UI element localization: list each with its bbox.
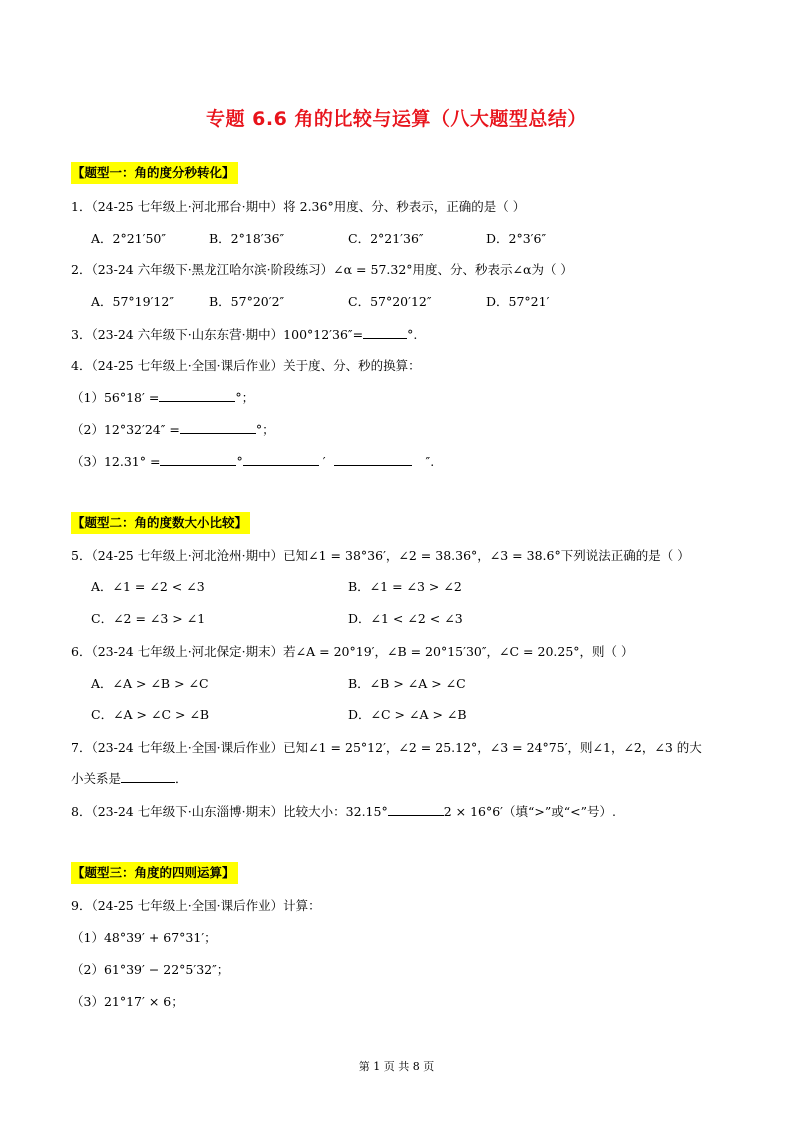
q4-p2-unit: °； — [255, 422, 275, 437]
question-9-part-3: （3）21°17′ × 6； — [71, 994, 184, 1009]
q4-p1-unit: °； — [235, 390, 255, 405]
q4-p3-blank-degrees[interactable] — [160, 451, 236, 466]
question-8 — [71, 801, 616, 823]
question-9-stem: 9．（24-25 七年级上·全国·课后作业）计算： — [71, 898, 321, 913]
q4-p3-minute-sign: ′ — [322, 454, 326, 469]
q1-option-b: B．2°18′36″ — [209, 231, 285, 246]
q6-option-b: B．∠B > ∠A > ∠C — [348, 676, 466, 691]
question-7-line-1: 7．（23-24 七年级上·全国·课后作业）已知∠1 = 25°12′，∠2 = 25.12°，∠3 = 24°75′，则∠1，∠2，∠3 的大 — [71, 740, 702, 755]
section-heading-3: 【题型三：角度的四则运算】 — [71, 862, 238, 884]
question-3 — [71, 324, 417, 346]
question-4-part-1 — [71, 387, 254, 409]
q2-option-c: C．57°20′12″ — [348, 294, 432, 309]
q4-p3-second-sign: ″. — [425, 454, 435, 469]
q6-option-a: A．∠A > ∠B > ∠C — [91, 676, 209, 691]
q1-option-a: A．2°21′50″ — [91, 231, 167, 246]
q4-p1-text: （1）56°18′ = — [71, 390, 160, 405]
q2-option-b: B．57°20′2″ — [209, 294, 285, 309]
q2-option-a: A．57°19′12″ — [91, 294, 175, 309]
q8-text-2: 2 × 16°6′（填“>”或“<”号）. — [443, 804, 617, 819]
q8-text: 8．（23-24 七年级下·山东淄博·期末）比较大小：32.15° — [71, 804, 388, 819]
q2-option-d: D．57°21′ — [486, 294, 550, 309]
question-7-line-2 — [71, 768, 188, 790]
q1-option-d: D．2°3′6″ — [486, 231, 547, 246]
q7-period: ． — [175, 771, 188, 786]
q1-option-c: C．2°21′36″ — [348, 231, 424, 246]
question-9-part-2: （2）61°39′ − 22°5′32″； — [71, 962, 230, 977]
section-heading-2: 【题型二：角的度数大小比较】 — [71, 512, 250, 534]
question-4-stem: 4．（24-25 七年级上·全国·课后作业）关于度、分、秒的换算： — [71, 358, 421, 373]
q3-unit: °. — [407, 327, 418, 342]
q5-option-a: A．∠1 = ∠2 < ∠3 — [91, 579, 205, 594]
q7-answer-blank[interactable] — [121, 768, 175, 783]
q4-p1-blank[interactable] — [159, 387, 235, 402]
page-title: 专题 6.6 角的比较与运算（八大题型总结） — [206, 108, 587, 130]
section-heading-1: 【题型一：角的度分秒转化】 — [71, 162, 238, 184]
question-6-stem: 6．（23-24 七年级上·河北保定·期末）若∠A = 20°19′，∠B = 20°15′30″，∠C = 20.25°，则（ ） — [71, 644, 634, 659]
q3-answer-blank[interactable] — [363, 324, 407, 339]
question-4-part-2 — [71, 419, 275, 441]
q4-p3-text: （3）12.31° = — [71, 454, 161, 469]
q6-option-c: C．∠A > ∠C > ∠B — [91, 707, 210, 722]
q5-option-c: C．∠2 = ∠3 > ∠1 — [91, 611, 206, 626]
question-1-stem: 1．（24-25 七年级上·河北邢台·期中）将 2.36°用度、分、秒表示，正确的是（ ） — [71, 199, 526, 214]
question-5-stem: 5．（24-25 七年级上·河北沧州·期中）已知∠1 = 38°36′，∠2 = 38.36°，∠3 = 38.6°下列说法正确的是（ ） — [71, 548, 690, 563]
q5-option-b: B．∠1 = ∠3 > ∠2 — [348, 579, 462, 594]
question-9-part-1: （1）48°39′ + 67°31′； — [71, 930, 217, 945]
q4-p2-text: （2）12°32′24″ = — [71, 422, 180, 437]
q4-p3-blank-seconds[interactable] — [334, 451, 412, 466]
q4-p3-blank-minutes[interactable] — [243, 451, 319, 466]
q8-answer-blank[interactable] — [388, 801, 444, 816]
q7-text: 小关系是 — [71, 771, 122, 786]
question-2-stem: 2．（23-24 六年级下·黑龙江哈尔滨·阶段练习）∠α = 57.32°用度、分、秒表示∠α为（ ） — [71, 262, 573, 277]
page-footer: 第 1 页 共 8 页 — [358, 1060, 435, 1073]
q3-text: 3．（23-24 六年级下·山东东营·期中）100°12′36″= — [71, 327, 364, 342]
q5-option-d: D．∠1 < ∠2 < ∠3 — [348, 611, 463, 626]
q4-p2-blank[interactable] — [180, 419, 256, 434]
q4-p3-degree-sign: ° — [236, 454, 243, 469]
q6-option-d: D．∠C > ∠A > ∠B — [348, 707, 467, 722]
question-4-part-3 — [71, 451, 434, 473]
